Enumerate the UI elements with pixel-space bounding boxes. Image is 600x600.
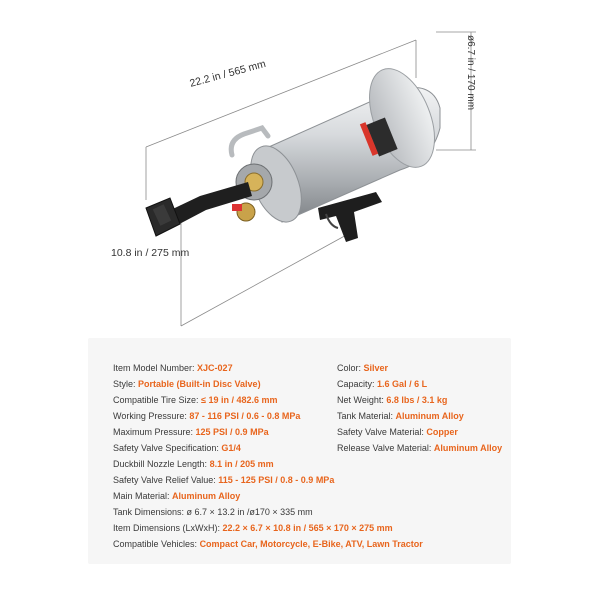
spec-label: Item Model Number: [113,363,195,373]
spec-value: Aluminum Alloy [172,491,241,501]
spec-label: Tank Dimensions: [113,507,185,517]
diameter-dimension-label: ø6.7 in / 170 mm [465,35,476,111]
spec-label: Item Dimensions (LxWxH): [113,523,221,533]
spec-label: Safety Valve Material: [337,427,424,437]
specification-panel [88,338,511,564]
spec-label: Safety Valve Specification: [113,443,219,453]
spec-value: 1.6 Gal / 6 L [377,379,428,389]
spec-row [337,392,502,408]
spec-label: Compatible Vehicles: [113,539,198,549]
spec-value: Silver [363,363,389,373]
spec-value: 8.1 in / 205 mm [209,459,274,469]
spec-label: Net Weight: [337,395,384,405]
spec-row [113,488,423,504]
spec-row [337,424,502,440]
spec-value: ≤ 19 in / 482.6 mm [201,395,278,405]
spec-row [337,360,502,376]
spec-label: Compatible Tire Size: [113,395,199,405]
spec-row [113,472,423,488]
spec-value: Copper [426,427,458,437]
spec-value: Compact Car, Motorcycle, E-Bike, ATV, Lawn Tractor [199,539,423,549]
height-dimension-label: 10.8 in / 275 mm [111,247,190,259]
spec-value: XJC-027 [197,363,233,373]
spec-row [337,440,502,456]
specs-right-column [337,360,502,456]
spec-label: Style: [113,379,136,389]
spec-value: ø 6.7 × 13.2 in /ø170 × 335 mm [186,507,313,517]
spec-label: Maximum Pressure: [113,427,194,437]
spec-value: Aluminum Alloy [433,443,503,453]
spec-label: Safety Valve Relief Value: [113,475,216,485]
width-dimension-label: 22.2 in / 565 mm [188,57,268,90]
spec-value: 6.8 lbs / 3.1 kg [386,395,448,405]
spec-value: Portable (Built-in Disc Valve) [138,379,261,389]
spec-row [113,520,423,536]
spec-row [113,456,423,472]
spec-label: Release Valve Material: [337,443,432,453]
spec-label: Color: [337,363,362,373]
spec-row [337,408,502,424]
spec-label: Duckbill Nozzle Length: [113,459,208,469]
spec-label: Capacity: [337,379,375,389]
spec-row [113,536,423,552]
spec-value: G1/4 [221,443,241,453]
spec-row [337,376,502,392]
spec-value: 22.2 × 6.7 × 10.8 in / 565 × 170 × 275 mm [222,523,393,533]
spec-row [113,504,423,520]
spec-label: Working Pressure: [113,411,187,421]
spec-label: Main Material: [113,491,170,501]
spec-value: 115 - 125 PSI / 0.8 - 0.9 MPa [218,475,335,485]
spec-value: 125 PSI / 0.9 MPa [195,427,269,437]
spec-value: 87 - 116 PSI / 0.6 - 0.8 MPa [189,411,301,421]
spec-label: Tank Material: [337,411,394,421]
spec-value: Aluminum Alloy [395,411,464,421]
